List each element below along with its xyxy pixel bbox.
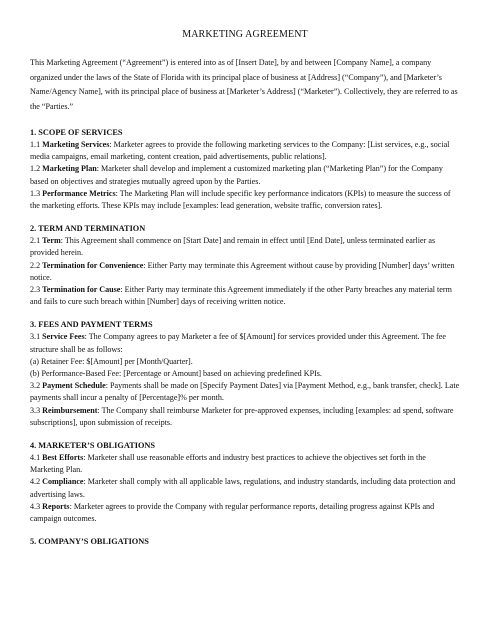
clause-number: 2.3: [30, 285, 43, 295]
clause-number: 4.1: [30, 453, 43, 463]
clause-number: 4.2: [30, 477, 43, 487]
clause: [30, 405, 460, 429]
clause: [30, 380, 460, 404]
clause-term: Termination for Cause: [42, 285, 121, 295]
section-2: [30, 223, 460, 308]
clause-term: Term: [42, 236, 61, 246]
clause-text: : The Company shall reimburse Marketer for pre-approved expenses, including [examples: ad spend, software subscriptions], upon submission of receipts.: [30, 405, 454, 427]
clause-number: 1.2: [30, 164, 43, 174]
clause: [30, 139, 460, 163]
clause-text: (b) Performance-Based Fee: [Percentage or Amount] based on achieving predefined KPIs.: [30, 369, 322, 379]
section-3: [30, 319, 460, 429]
clause-text: : Either Party may terminate this Agreement immediately if the other Party breaches any material term and fails to cure such breach within [Number] days of receiving written notice.: [30, 285, 452, 307]
clause: [30, 163, 460, 187]
clause-number: 4.3: [30, 501, 43, 511]
clause-term: Reports: [42, 501, 70, 511]
sections-container: [30, 127, 460, 548]
clause: [30, 356, 460, 368]
clause-number: 2.1: [30, 236, 43, 246]
clause-number: 2.2: [30, 260, 43, 270]
clause: [30, 501, 460, 525]
clause-text: : Marketer shall use reasonable efforts and industry best practices to achieve the objectives set forth in the Marketing Plan.: [30, 453, 426, 475]
clause-term: Marketing Services: [42, 140, 110, 149]
clause-term: Termination for Convenience: [42, 260, 144, 270]
intro-paragraph: This Marketing Agreement (“Agreement”) is entered into as of [Insert Date], by and between [Company Name], a company organized under the laws of the State of Florida with its principal place of business at [Address] (“Company”), and [Marketer’s Name/Agency Name], with its principal place of business at [Marketer’s Address] (“Marketer”). Collectively, they are referred to as the “Parties.”: [30, 58, 458, 111]
clause-term: Marketing Plan: [42, 164, 97, 174]
section-1: [30, 127, 460, 212]
document-title: MARKETING AGREEMENT: [182, 29, 308, 40]
clause-text: (a) Retainer Fee: $[Amount] per [Month/Quarter].: [30, 356, 193, 366]
clause-number: 1.1: [30, 140, 43, 149]
clause-term: Payment Schedule: [42, 381, 106, 391]
clause-text: : The Company agrees to pay Marketer a fee of $[Amount] for services provided under this Agreement. The fee structure shall be as follows:: [30, 332, 446, 354]
clause: [30, 476, 460, 500]
clause-term: Service Fees: [42, 332, 85, 342]
clause-number: 1.3: [30, 188, 43, 198]
clause: [30, 331, 460, 355]
clause-text: : Marketer shall comply with all applicable laws, regulations, and industry standards, including data protection and advertising laws.: [30, 477, 456, 499]
clause: [30, 188, 460, 212]
clause-term: Best Efforts: [42, 453, 84, 463]
clause: [30, 284, 460, 308]
section-heading: 4. MARKETER’S OBLIGATIONS: [30, 441, 156, 451]
clause-number: 3.2: [30, 381, 43, 391]
clause-number: 3.3: [30, 405, 43, 415]
clause-term: Compliance: [42, 477, 84, 487]
clause-text: : Marketer shall develop and implement a customized marketing plan (“Marketing Plan”) for the Company based on objectives and strategies mutually agreed upon by the Parties.: [30, 164, 443, 186]
section-heading: 3. FEES AND PAYMENT TERMS: [30, 320, 153, 330]
clause-term: Performance Metrics: [42, 188, 116, 198]
clause: [30, 452, 460, 476]
clause-text: : This Agreement shall commence on [Start Date] and remain in effect until [End Date], unless terminated earlier as provided herein.: [30, 236, 436, 258]
clause: [30, 235, 460, 259]
section-heading: 2. TERM AND TERMINATION: [30, 224, 146, 234]
clause-text: : The Marketing Plan will include specific key performance indicators (KPIs) to measure the success of the marketing efforts. These KPIs may include [examples: lead generation, website traffic, conversion rates].: [30, 188, 451, 211]
section-heading: 5. COMPANY’S OBLIGATIONS: [30, 537, 149, 547]
clause: [30, 368, 460, 380]
clause-text: : Marketer agrees to provide the Company with regular performance reports, detailing progress against KPIs and campaign outcomes.: [30, 501, 435, 524]
clause-text: : Payments shall be made on [Specify Payment Dates] via [Payment Method, e.g., bank transfer, check]. Late payments shall incur a penalty of [Percentage]% per month.: [30, 381, 460, 403]
clause: [30, 260, 460, 284]
clause-term: Reimbursement: [42, 405, 98, 415]
clause-text: : Either Party may terminate this Agreement without cause by providing [Number] days’ written notice.: [30, 260, 455, 282]
section-heading: 1. SCOPE OF SERVICES: [30, 128, 123, 137]
section-5: [30, 536, 460, 548]
clause-number: 3.1: [30, 332, 43, 342]
section-4: [30, 440, 460, 525]
clause-text: : Marketer agrees to provide the following marketing services to the Company: [List services, e.g., social media campaigns, email marketing, content creation, paid advertisements, public relations].: [30, 140, 450, 162]
